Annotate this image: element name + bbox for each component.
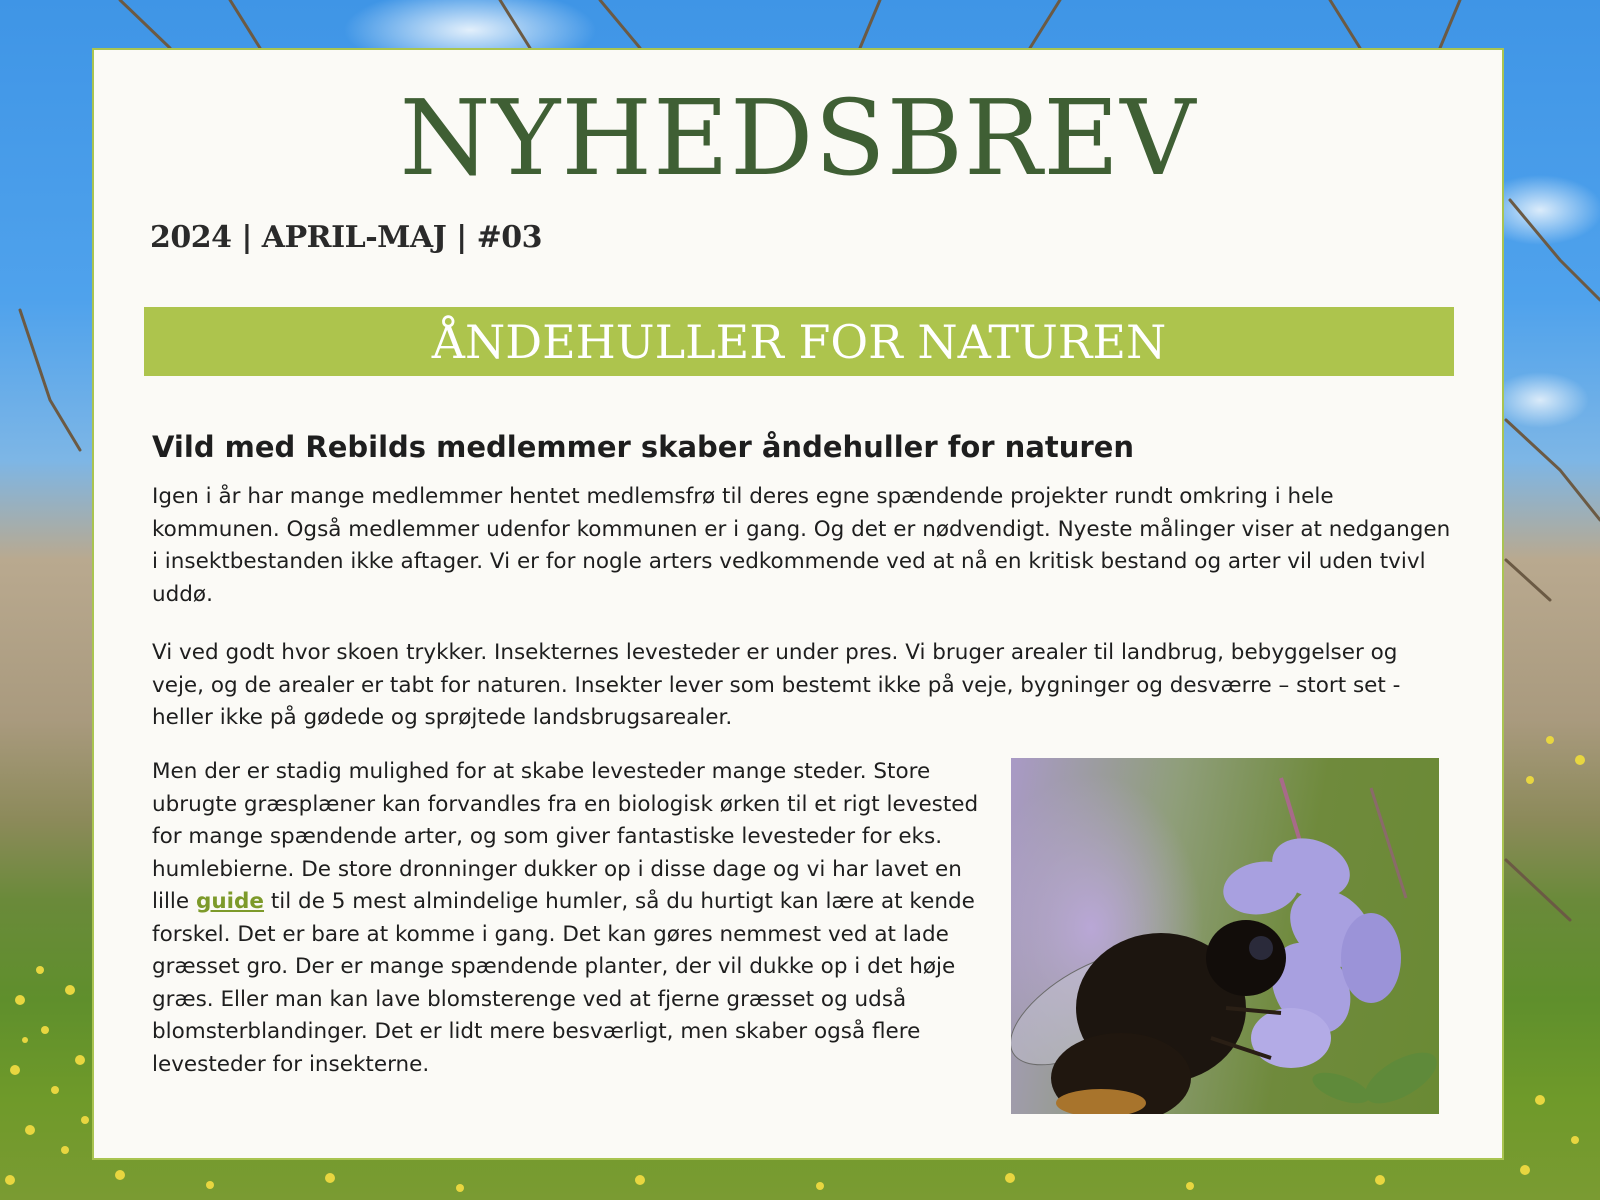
newsletter-title: NYHEDSBREV <box>399 77 1197 199</box>
section-banner-title: ÅNDEHULLER FOR NATUREN <box>431 314 1167 369</box>
issue-line: 2024 | APRIL-MAJ | #03 <box>150 220 543 255</box>
guide-link[interactable]: guide <box>195 889 265 914</box>
section-banner <box>144 307 1454 376</box>
bee-body <box>1051 920 1286 1114</box>
yellow-flowers-left <box>5 966 89 1185</box>
article-heading: Vild med Rebilds medlemmer skaber åndehuller for naturen <box>152 430 1135 464</box>
bumblebee-photo <box>1011 758 1439 1114</box>
article-paragraph-2: Vi ved godt hvor skoen trykker. Insekternes levesteder er under pres. Vi bruger arealer til landbrug, bebyggelser og veje, og de arealer er tabt for naturen. Insekter lever som bestemt ikke på veje, bygninger og desværre – stort set - heller ikke på gødede og sprøjtede landsbrugsarealer. <box>152 640 1401 730</box>
paragraph-3-text-start: Men der er stadig mulighed for at skabe levesteder mange steder. Store ubrugte græsplæner kan forvandles fra en biologisk ørken til et rigt levested for mange spændende arter, og som giver fantastiske levesteder for eks. humlebierne. De store dronninger dukker op i disse dage og vi har lavet en lille <box>152 759 979 914</box>
article-paragraph-3 <box>152 756 988 1081</box>
bumblebee-illustration <box>1011 758 1439 1114</box>
paragraph-3-text-end: til de 5 mest almindelige humler, så du hurtigt kan lære at kende forskel. Det er bare at komme i gang. Det kan gøres nemmest ved at lade græsset gro. Der er mange spændende planter, der vil dukke op i det høje græs. Eller man kan lave blomsterenge ved at fjerne græsset og udså blomsterblandinger. Det er lidt mere besværligt, men skaber også flere levesteder for insekterne. <box>152 889 975 1077</box>
leaves <box>1309 1042 1439 1113</box>
article-paragraph-1: Igen i år har mange medlemmer hentet medlemsfrø til deres egne spændende projekter rundt omkring i hele kommunen. Også medlemmer udenfor kommunen er i gang. Og det er nødvendigt. Nyeste målinger viser at nedgangen i insektbestanden ikke aftager. Vi er for nogle arters vedkommende ved at nå en kritisk bestand og arter vil uden tvivl uddø. <box>152 484 1451 607</box>
newsletter-page <box>92 48 1504 1160</box>
